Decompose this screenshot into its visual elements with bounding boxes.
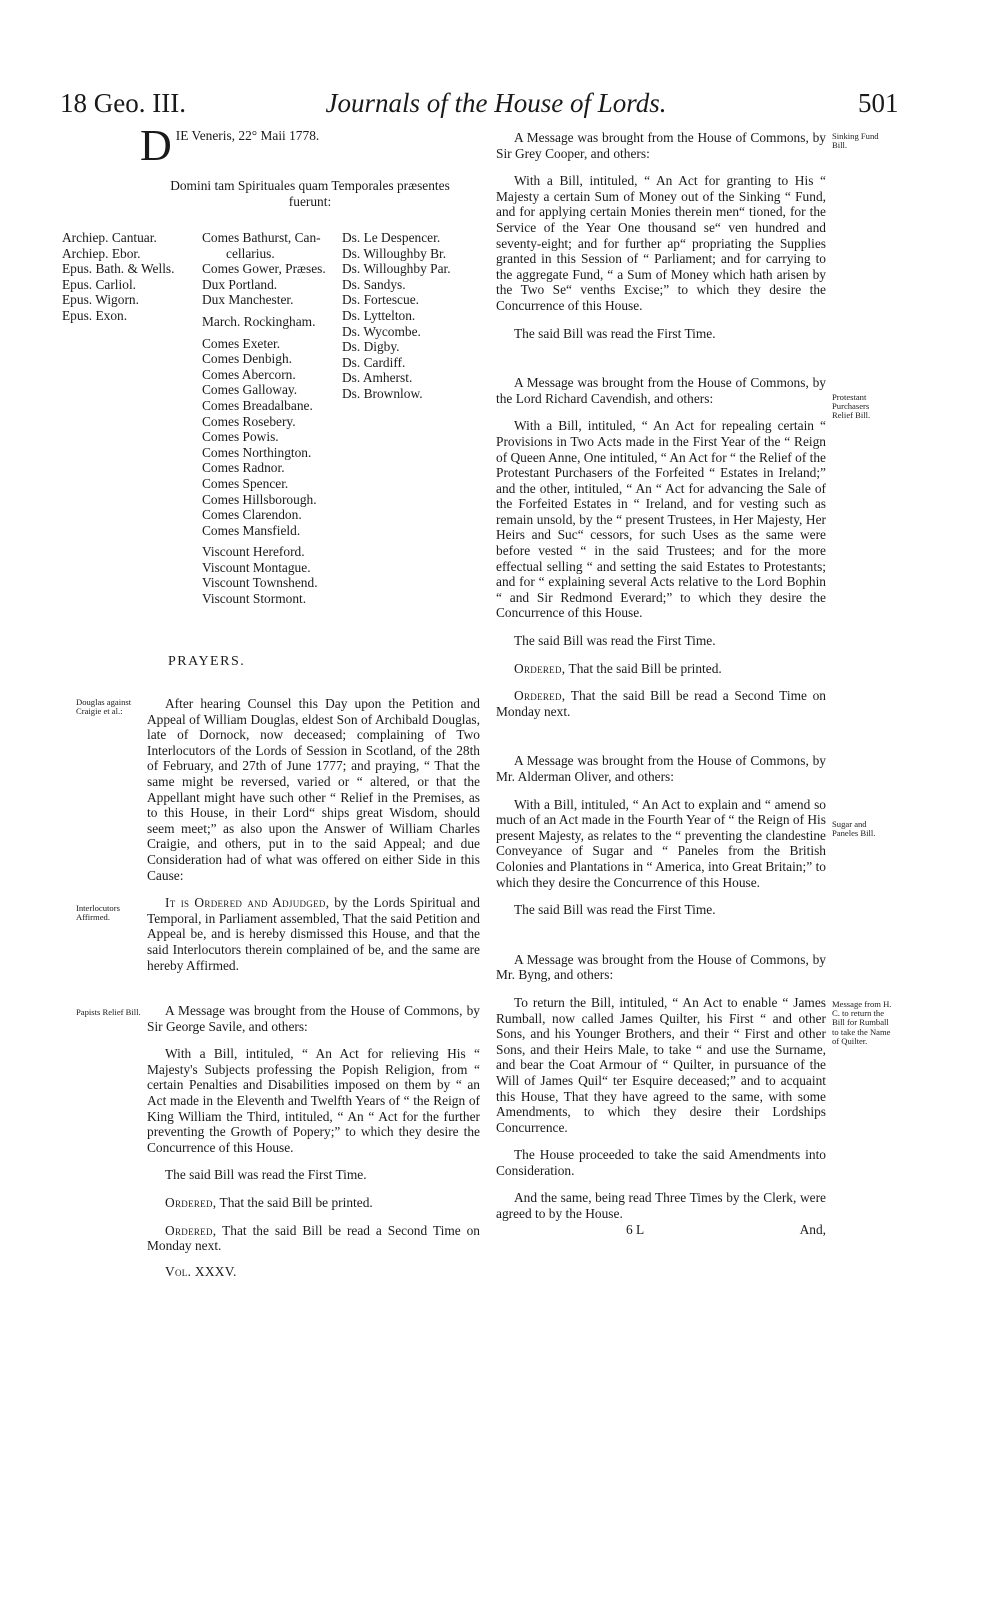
lords-temporal-list (202, 230, 326, 607)
judgment-text: by the Lords Spiritual and Temporal, in Parliament assembled, That the said Petition and Appeal be, and is hereby dismissed this House, and that the said Interlocutors therein complained of be, and the same are hereby Affirmed. (147, 895, 480, 973)
lord-name: Comes Breadalbane. (202, 397, 313, 413)
lord-name: Ds. Cardiff. (342, 354, 406, 370)
lord-name: Comes Bathurst, Can- (202, 230, 321, 245)
present-line-2: fuerunt: (288, 193, 332, 209)
lord-name: Comes Radnor. (202, 460, 285, 476)
lord-name: Archiep. Cantuar. (62, 230, 157, 245)
right-column (496, 130, 826, 1238)
papists-first-reading: The said Bill was read the First Time. (165, 1167, 367, 1183)
lord-name: Comes Clarendon. (202, 507, 302, 523)
douglas-appeal-paragraph: After hearing Counsel this Day upon the Petition and Appeal of William Douglas, eldest Son of Archibald Douglas, late of Dornock, now deceased; complaining of Two Interlocutors of the Lords of Session in Scotland, of the 28th of February, and 27th of June 1777; and praying, “ That the same might be reversed, varied or “ altered, or that the Appellant might have such other “ Relief in the Premises, as to this House, in their Lord“ ships great Wisdom, should seem meet;” as also upon the Answer of William Charles Craigie, and others, put in to the said Appeal; and due Consideration had of what was offered on either Side in this Cause: (147, 696, 480, 883)
sitting-date-text: IE Veneris, 22° Maii 1778. (175, 128, 320, 143)
papists-message: A Message was brought from the House of Commons, by Sir George Savile, and others: (147, 1003, 480, 1034)
sugar-first-reading: The said Bill was read the First Time. (514, 902, 716, 918)
lord-name: March. Rockingham. (202, 313, 316, 329)
lord-name: Comes Denbigh. (202, 351, 293, 367)
margin-note-papists: Papists Relief Bill. (76, 1007, 141, 1017)
lord-name: Ds. Brownlow. (342, 385, 423, 401)
margin-note-douglas: Douglas against Craigie et al.: (76, 697, 132, 717)
lord-name: Ds. Willoughby Br. (342, 245, 447, 261)
drop-cap: D (140, 121, 172, 170)
lord-name: Comes Powis. (202, 429, 279, 445)
margin-note-quilter: Message from H. C. to return the Bill for Rumball to take the Name of Quilter. (832, 999, 892, 1046)
lord-name: Epus. Wigorn. (62, 292, 139, 308)
lord-name: Ds. Fortescue. (342, 292, 419, 308)
amendments-consideration: The House proceeded to take the said Amendments into Consideration. (496, 1147, 826, 1178)
protestant-first-reading: The said Bill was read the First Time. (514, 633, 716, 649)
lord-name: Dux Manchester. (202, 292, 294, 308)
lord-name: cellarius. (226, 245, 275, 261)
catchword: And, (799, 1221, 826, 1237)
page-number: 501 (858, 88, 899, 118)
lord-name: Comes Rosebery. (202, 413, 296, 429)
sitting-date (140, 121, 320, 170)
lords-barons-list (342, 230, 451, 402)
lord-name: Comes Galloway. (202, 382, 298, 398)
lord-name: Archiep. Ebor. (62, 245, 141, 261)
protestant-bill-title: With a Bill, intituled, “ An Act for repealing certain “ Provisions in Two Acts made in the First Year of the “ Reign of Queen Anne, One intituled, “ An Act for “ the Relief of the Protestant Purchasers of the Forfeited “ Estates in Ireland;” and the other, intituled, “ An “ Act for advancing the Sale of the Forfeited Estates in “ Ireland, and for vesting such as remain unsold, by the “ present Trustees, in Her Majesty, Her Heirs and Suc“ cessors, for such Uses as the same were before vested “ in the said Trustees; and for the more effectual selling “ and setting the said Estates to Protestants; and for “ explaining several Acts relative to the Lord Bophin “ and Sir Redmond Everard;” to which they desire the Concurrence of this House. (496, 418, 826, 621)
sinking-first-reading: The said Bill was read the First Time. (514, 325, 716, 341)
left-column (147, 696, 480, 1279)
lord-name: Epus. Exon. (62, 307, 128, 323)
lord-name: Viscount Townshend. (202, 575, 318, 591)
quilter-message: A Message was brought from the House of Commons, by Mr. Byng, and others: (496, 951, 826, 983)
lord-name: Comes Abercorn. (202, 366, 296, 382)
running-head-regnal: 18 Geo. III. (60, 88, 186, 118)
lord-name: Comes Hillsborough. (202, 491, 317, 507)
papists-bill-title: With a Bill, intituled, “ An Act for relieving His “ Majesty's Subjects professing the Popish Religion, from “ certain Penalties and Disabilities imposed on them by “ an Act made in the Eleventh and Twelfth Years of “ the Reign of King William the Third, intituled, “ An “ Act for the further preventing the Growth of Popery;” to which they desire the Concurrence of this House. (147, 1046, 480, 1155)
lord-name: Epus. Carliol. (62, 276, 137, 292)
lord-name: Dux Portland. (202, 276, 278, 292)
margin-note-sugar: Sugar and Paneles Bill. (832, 819, 876, 839)
sugar-bill-title: With a Bill, intituled, “ An Act to explain and “ amend so much of an Act made in the Fourth Year of “ the Reign of His present Majesty, as relates to the “ preventing the clandestine Conveyance of Sugar and “ Paneles from the British Colonies and Plantations in “ America, into Great Britain;” to which they desire the Concurrence of this House. (496, 796, 826, 890)
lord-name: Ds. Digby. (342, 339, 400, 355)
lord-name: Ds. Wycombe. (342, 323, 421, 339)
volume-signature: Vol. XXXV. (165, 1263, 237, 1279)
sugar-message: A Message was brought from the House of Commons, by Mr. Alderman Oliver, and others: (496, 753, 826, 784)
quilter-return: To return the Bill, intituled, “ An Act to enable “ James Rumball, now called James Quilter, his First “ and other Sons, and his Younger Brothers, and their “ First and other Sons, and their Heirs Male, to take “ and use the Surname, and bear the Coat Armour of “ Quilter, in pursuance of the Will of James Quil“ ter Esquire deceased;” and to acquaint this House, That they have agreed to the same, with some Amendments, to which they desire their Lordships Concurrence. (496, 994, 826, 1135)
sinking-bill-title: With a Bill, intituled, “ An Act for granting to His “ Majesty a certain Sum of Money out of the Sinking “ Fund, and for applying certain Monies therein men“ tioned, for the Service of the Year One thousand se“ ven hundred and seventy-eight; and for further ap“ propriating the Supplies granted in this Session of “ Parliament; and for carrying to the aggregate Fund, “ a Sum of Money which hath arisen by the Two Se“ venths Excise;” to which they desire the Concurrence of this House. (496, 173, 826, 313)
margin-note-protestant: Protestant Purchasers Relief Bill. (832, 392, 871, 421)
running-head-title: Journals of the House of Lords. (325, 88, 667, 118)
signature-mark: 6 L (626, 1221, 645, 1237)
protestant-message: A Message was brought from the House of Commons, by the Lord Richard Cavendish, and others: (496, 375, 826, 406)
protestant-order-print: Ordered, That the said Bill be printed. (514, 660, 722, 676)
amendments-agreed: And the same, being read Three Times by the Clerk, were agreed to by the House. (496, 1190, 826, 1222)
judgment-paragraph (147, 895, 480, 973)
lord-name: Comes Spencer. (202, 475, 289, 491)
lord-name: Ds. Lyttelton. (342, 307, 416, 323)
judgment-lead: It is Ordered and Adjudged, (165, 895, 330, 911)
present-line-1: Domini tam Spirituales quam Temporales præsentes (170, 178, 450, 193)
margin-note-sinking: Sinking Fund Bill. (832, 131, 879, 151)
lord-name: Ds. Amherst. (342, 370, 413, 386)
prayers-heading: PRAYERS. (168, 654, 246, 669)
lord-name: Comes Gower, Præses. (202, 261, 326, 277)
lord-name: Viscount Hereford. (202, 544, 305, 560)
lord-name: Comes Northington. (202, 444, 312, 460)
protestant-order-second: Ordered, That the said Bill be read a Second Time on Monday next. (496, 688, 826, 719)
lord-name: Comes Mansfield. (202, 522, 301, 538)
page-foot (496, 1222, 826, 1238)
papists-order-print: Ordered, That the said Bill be printed. (165, 1195, 373, 1211)
lord-name: Epus. Bath. & Wells. (62, 261, 175, 277)
lord-name: Ds. Sandys. (342, 276, 406, 292)
lord-name: Ds. Willoughby Par. (342, 261, 451, 277)
lords-spiritual-list (62, 230, 175, 324)
lord-name: Viscount Montague. (202, 559, 311, 575)
papists-order-second: Ordered, That the said Bill be read a Second Time on Monday next. (147, 1222, 480, 1254)
lord-name: Ds. Le Despencer. (342, 230, 441, 245)
lord-name: Viscount Stormont. (202, 591, 307, 607)
lord-name: Comes Exeter. (202, 335, 281, 351)
present-statement (140, 178, 480, 209)
margin-note-interlocutors: Interlocutors Affirmed. (76, 903, 120, 923)
sinking-message: A Message was brought from the House of Commons, by Sir Grey Cooper, and others: (496, 130, 826, 161)
